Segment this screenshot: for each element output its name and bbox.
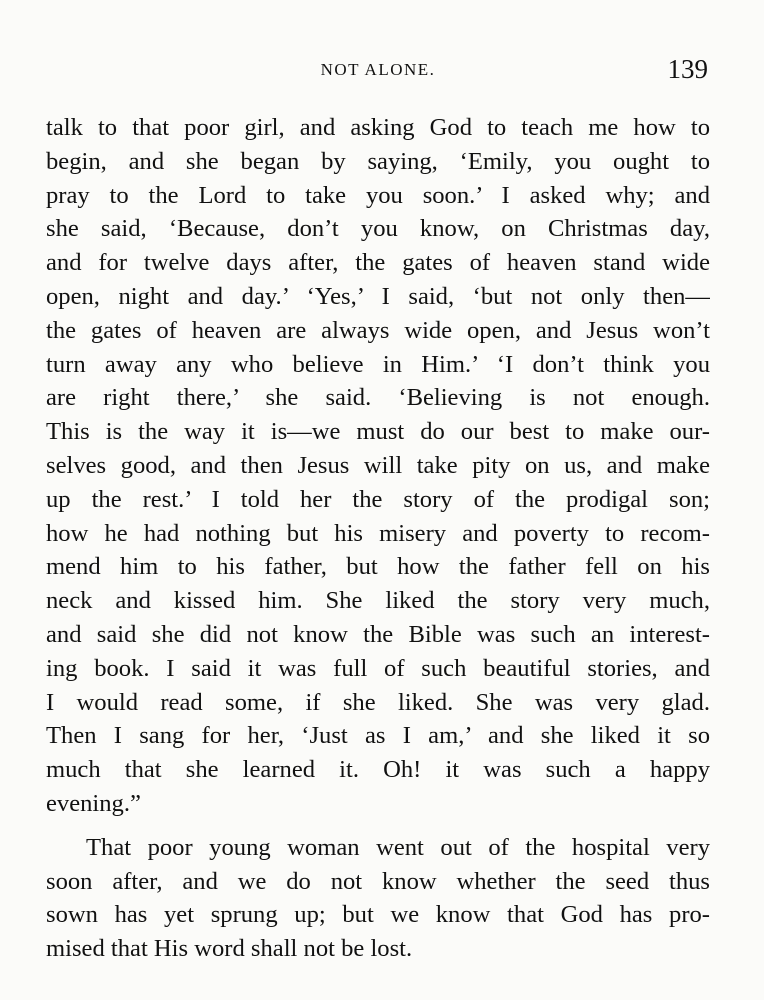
text-line: evening.” xyxy=(46,789,141,817)
text-line: and for twelve days after, the gates of heaven stand wide xyxy=(46,249,710,277)
paragraph-1 xyxy=(46,111,710,821)
page-number: 139 xyxy=(667,54,708,84)
text-line: begin, and she began by saying, ‘Emily, you ought to xyxy=(46,147,710,175)
text-line: pray to the Lord to take you soon.’ I asked why; and xyxy=(46,181,710,209)
text-line: how he had nothing but his misery and poverty to recom- xyxy=(46,519,710,547)
text-line: ing book. I said it was full of such beautiful stories, and xyxy=(46,654,710,682)
text-line: mend him to his father, but how the father fell on his xyxy=(46,553,710,581)
text-line: This is the way it is—we must do our best to make our- xyxy=(46,418,710,446)
text-line: mised that His word shall not be lost. xyxy=(46,935,413,963)
text-line: up the rest.’ I told her the story of the prodigal son; xyxy=(46,485,710,513)
text-line: soon after, and we do not know whether the seed thus xyxy=(46,867,710,895)
paragraph-2 xyxy=(46,831,710,966)
page-header xyxy=(46,54,710,94)
running-head: NOT ALONE. xyxy=(320,60,436,79)
paragraph-gap xyxy=(46,821,710,831)
text-line: That poor young woman went out of the hospital very xyxy=(86,833,710,861)
text-line: open, night and day.’ ‘Yes,’ I said, ‘but not only then— xyxy=(46,282,710,310)
text-line: the gates of heaven are always wide open, and Jesus won’t xyxy=(46,316,710,344)
body-text xyxy=(46,111,710,966)
text-line: turn away any who believe in Him.’ ‘I don’t think you xyxy=(46,350,710,378)
text-line: much that she learned it. Oh! it was such a happy xyxy=(46,756,710,784)
text-line: neck and kissed him. She liked the story very much, xyxy=(46,587,710,615)
text-line: sown has yet sprung up; but we know that God has pro- xyxy=(46,901,710,929)
text-line: talk to that poor girl, and asking God to teach me how to xyxy=(46,114,710,141)
text-line: she said, ‘Because, don’t you know, on Christmas day, xyxy=(46,215,710,243)
text-line: and said she did not know the Bible was such an interest- xyxy=(46,620,710,648)
text-line: I would read some, if she liked. She was very glad. xyxy=(46,688,710,716)
text-line: selves good, and then Jesus will take pity on us, and make xyxy=(46,451,710,479)
text-line: are right there,’ she said. ‘Believing is not enough. xyxy=(46,384,710,412)
text-line: Then I sang for her, ‘Just as I am,’ and she liked it so xyxy=(46,722,710,750)
